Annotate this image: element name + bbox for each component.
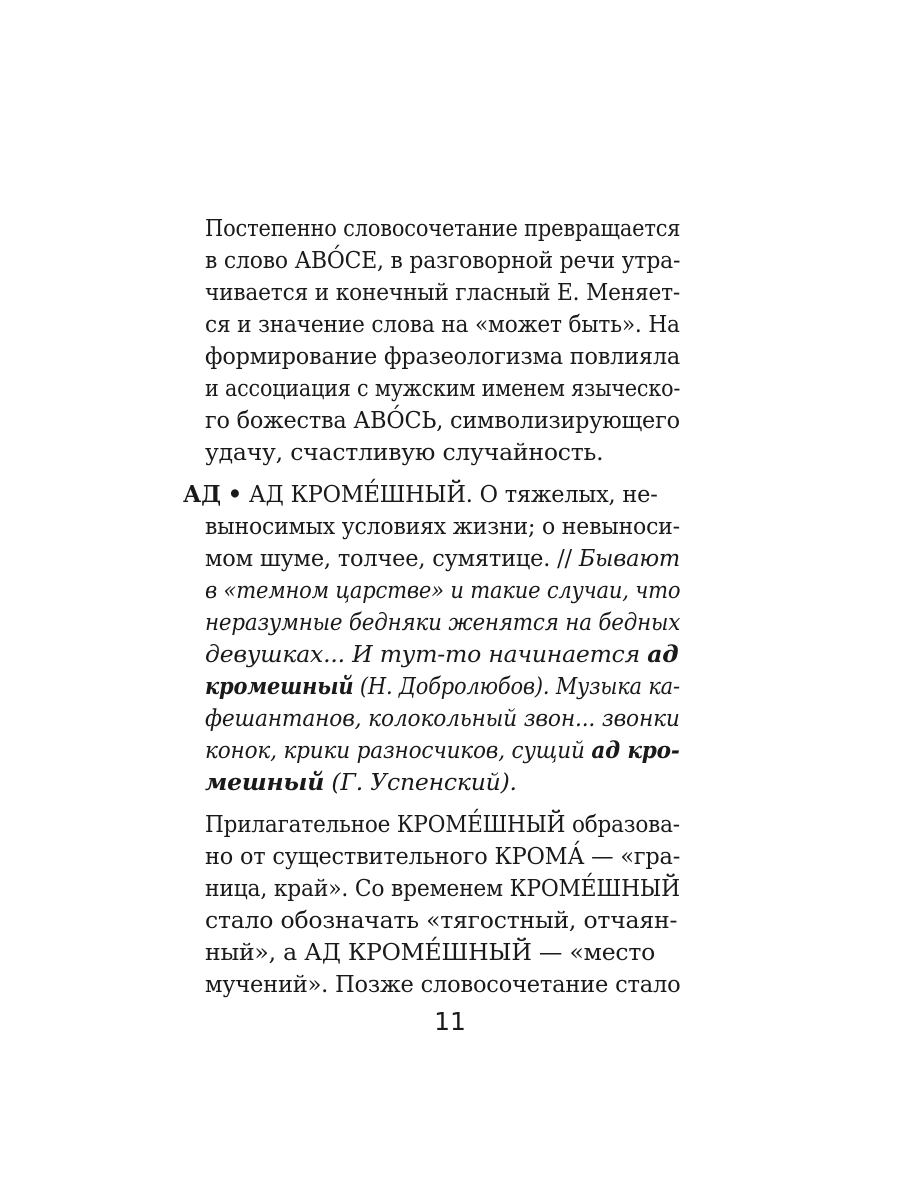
- quote-phrase: ад: [647, 640, 679, 668]
- phrase: АД КРОМЕ́ШНЫЙ.: [248, 480, 473, 508]
- quote-line: [205, 734, 680, 766]
- text-line: формирование фразеологизма повлияла: [205, 342, 681, 370]
- definition-end: мом шуме, толчее, сумятице. //: [205, 544, 572, 572]
- text-line: Постепенно словосочетание превращается: [205, 214, 681, 242]
- quote-phrase: мешный: [205, 768, 325, 796]
- text-line: стало обозначать «тягостный, отчаян-: [205, 906, 678, 934]
- page-number: 11: [434, 1007, 466, 1036]
- quote-line: [205, 766, 517, 798]
- quote-line: неразумные бедняки женятся на бедных: [205, 608, 681, 636]
- definition: О тяжелых, не-: [479, 480, 658, 508]
- text-line: в слово АВО́СЕ, в разговорной речи утра-: [205, 246, 681, 274]
- quote-text: конок, крики разносчиков, сущий: [205, 736, 585, 764]
- text-line: [205, 542, 680, 574]
- bullet: •: [227, 480, 242, 508]
- text-line: ся и значение слова на «может быть». На: [205, 310, 680, 338]
- quote-line: фешантанов, колокольный звон... звонки: [205, 704, 680, 732]
- quote-line: в «темном царстве» и такие случаи, что: [205, 576, 681, 604]
- text-line: чивается и конечный гласный Е. Меняет-: [205, 278, 681, 306]
- entry-first-line: [183, 478, 658, 510]
- quote-phrase: кромешный: [205, 672, 354, 700]
- quote-line: [205, 638, 678, 670]
- text-line: ница, край». Со временем КРОМЕ́ШНЫЙ: [205, 874, 680, 902]
- quote-text: Бывают: [578, 544, 681, 572]
- text-line: и ассоциация с мужским именем языческо-: [205, 374, 681, 402]
- text-line: но от существительного КРОМА́ — «гра-: [205, 842, 681, 870]
- text-line: мучений». Позже словосочетание стало: [205, 970, 681, 998]
- quote-line: [205, 670, 680, 702]
- quote-text: девушках... И тут-то начинается: [205, 640, 640, 668]
- quote-source: (Г. Успенский).: [331, 768, 517, 796]
- quote-phrase: ад кро-: [591, 736, 680, 764]
- headword: АД: [183, 480, 221, 508]
- text-line: удачу, счастливую случайность.: [205, 438, 604, 466]
- text-line: го божества АВО́СЬ, символизирующего: [205, 406, 680, 434]
- quote-source: (Н. Добролюбов). Музыка ка-: [359, 672, 680, 700]
- text-line: Прилагательное КРОМЕ́ШНЫЙ образова-: [205, 810, 680, 838]
- text-line: выносимых условиях жизни; о невыноси-: [205, 512, 680, 540]
- text-line: ный», а АД КРОМЕ́ШНЫЙ — «место: [205, 938, 656, 966]
